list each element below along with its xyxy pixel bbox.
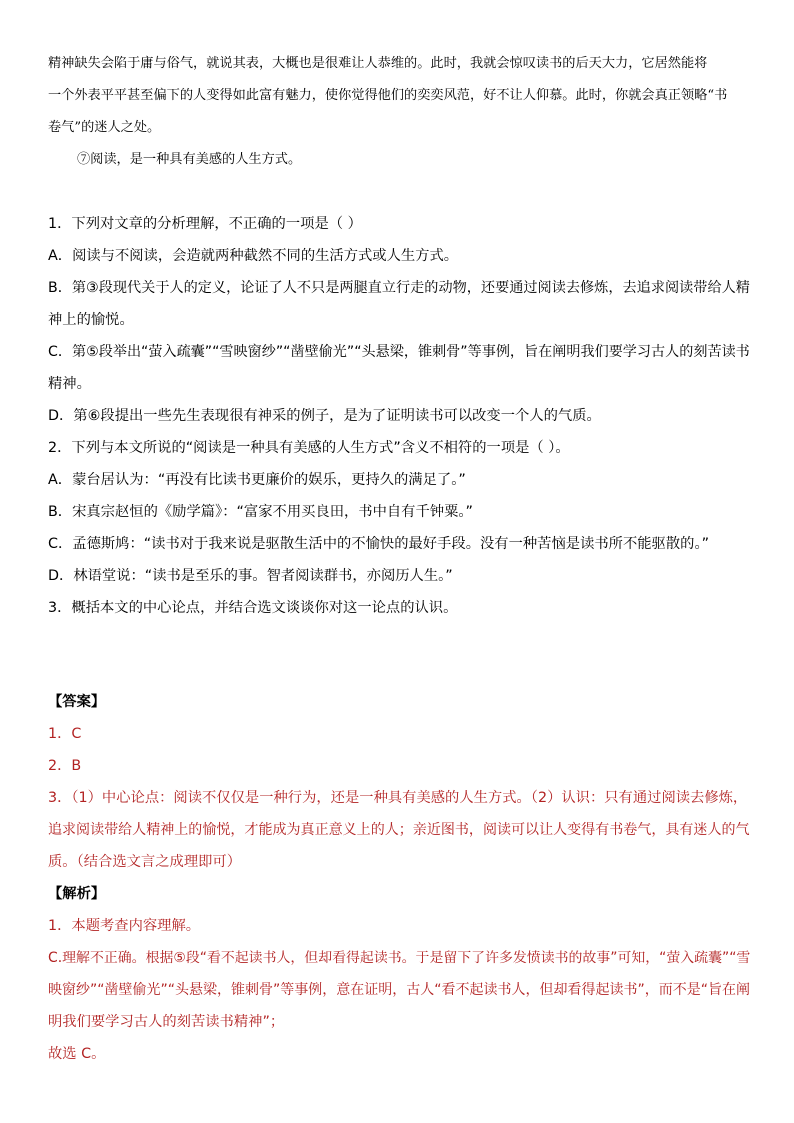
analysis-heading: 【解析】 xyxy=(48,886,106,902)
question-1-option-d: D．第⑥段提出一些先生表现很有神采的例子，是为了证明读书可以改变一个人的气质。 xyxy=(48,408,601,424)
answer-line: 3．（1）中心论点：阅读不仅仅是一种行为，还是一种具有美感的人生方式。（2）认识：只有通过阅读去修炼， xyxy=(48,790,748,806)
question-2-option-a: A．蒙台居认为：“再没有比读书更廉价的娱乐，更持久的满足了。” xyxy=(48,472,466,488)
question-3-stem: 3．概括本文的中心论点，并结合选文谈谈你对这一论点的认识。 xyxy=(48,600,458,616)
question-2-option-b: B．宋真宗赵恒的《励学篇》：“富家不用买良田，书中自有千钟粟。” xyxy=(48,504,473,520)
question-1-option-b: B．第③段现代关于人的定义，论证了人不只是两腿直立行走的动物，还要通过阅读去修炼，去追求阅读带给人精 xyxy=(48,280,750,296)
question-1-option-c-cont: 精神。 xyxy=(48,376,91,392)
question-1-stem: 1．下列对文章的分析理解，不正确的一项是（ ） xyxy=(48,216,362,232)
question-1-option-a: A．阅读与不阅读，会造就两种截然不同的生活方式或人生方式。 xyxy=(48,248,459,264)
answer-line: 质。（结合选文言之成理即可） xyxy=(48,854,242,870)
analysis-line: 明我们要学习古人的刻苦读书精神”； xyxy=(48,1014,285,1030)
question-2-option-c: C．孟德斯鸠：“读书对于我来说是驱散生活中的不愉快的最好手段。没有一种苦恼是读书所不能驱散的。” xyxy=(48,536,710,552)
passage-line: 精神缺失会陷于庸与俗气，就说其表，大概也是很难让人恭维的。此时，我就会惊叹读书的后天大力，它居然能将 xyxy=(48,56,708,71)
passage-line: 一个外表平平甚至偏下的人变得如此富有魅力，使你觉得他们的奕奕风范，好不让人仰慕。此时，你就会真正领略“书 xyxy=(48,88,728,103)
answer-line: 1．C xyxy=(48,726,82,742)
question-2-option-d: D．林语堂说：“读书是至乐的事。智者阅读群书，亦阅历人生。” xyxy=(48,568,453,584)
answer-heading: 【答案】 xyxy=(48,694,106,710)
analysis-line: 映窗纱”“凿壁偷光”“头悬梁，锥刺骨”等事例，意在证明，古人“看不起读书人，但却看得起读书”，而不是“旨在阐 xyxy=(48,982,751,998)
question-1-option-c: C．第⑤段举出“萤入疏囊”“雪映窗纱”“凿壁偷光”“头悬梁，锥刺骨”等事例，旨在阐明我们要学习古人的刻苦读书 xyxy=(48,344,750,360)
passage-line: 卷气”的迷人之处。 xyxy=(48,120,161,135)
question-2-stem: 2．下列与本文所说的“阅读是一种具有美感的人生方式”含义不相符的一项是（ ）。 xyxy=(48,440,570,456)
answer-line: 追求阅读带给人精神上的愉悦，才能成为真正意义上的人；亲近图书，阅读可以让人变得有书卷气，具有迷人的气 xyxy=(48,822,750,838)
passage-paragraph-7: ⑦阅读，是一种具有美感的人生方式。 xyxy=(77,152,302,167)
analysis-line: 故选 C。 xyxy=(48,1046,106,1062)
answer-line: 2．B xyxy=(48,758,82,774)
analysis-line: 1．本题考查内容理解。 xyxy=(48,918,201,934)
question-1-option-b-cont: 神上的愉悦。 xyxy=(48,312,134,328)
analysis-line: C.理解不正确。根据⑤段“看不起读书人，但却看得起读书。于是留下了许多发愤读书的故事”可知，“萤入疏囊”“雪 xyxy=(48,950,751,966)
